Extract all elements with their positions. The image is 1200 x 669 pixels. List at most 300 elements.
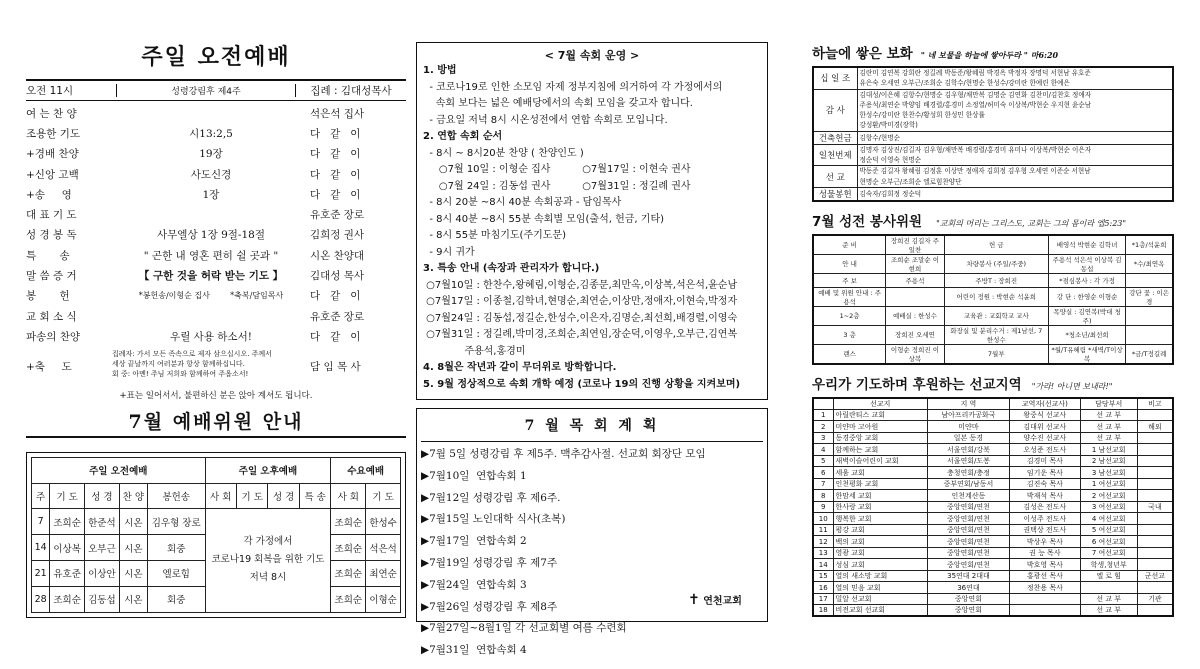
order-leader: 다 같 이 [310,188,361,201]
mission-cell: 중부연회/남동서 [927,478,1009,490]
staff-cell: 시온 [119,560,147,586]
order-row [26,144,406,164]
order-label: 대 표 기 도 [26,209,77,222]
worship-order [26,103,406,347]
service-cell: 강 단 : 한영순 이형순 [1048,287,1125,306]
cell-line: 2. 연합 속회 순서 [423,131,503,142]
service-cell: *월/T유혜림 *새벽/T이상복 [1048,344,1125,364]
mission-cell: 김성은 전도사 [1009,501,1080,513]
service-cell: *청소년/최선희 [1048,325,1125,344]
mission-cell: 2 여선교회 [1080,490,1137,502]
schedule-item: ▶7월19일 성령강림 후 제7주 [421,556,558,569]
order-label: 조용한 기도 [26,127,81,140]
mission-cell: 열의 새소망 교회 [833,570,927,582]
mission-col-header: 담당부서 [1080,398,1137,410]
church-logo [688,592,742,608]
staff-cell: 김우형 장로 [147,509,205,535]
standing-note: +표는 일어서서, 불편하신 분은 앉아 계셔도 됩니다. [119,390,313,401]
mission-cell: 임기운 목사 [1009,467,1080,479]
offering-type: 성물봉헌 [813,187,857,201]
mission-cell: 중앙연회/연천 [927,559,1009,571]
staff-cell: 엘로힘 [147,560,205,586]
mission-cell: 7 [813,478,833,490]
offering-line: 박동준 김길자 왕혜림 김정훈 이상만 정애자 김희정 김우형 오세연 이준순 서현남 [859,167,1091,176]
service-cell: 헌 금 [944,235,1048,255]
order-content: 1장 [202,188,220,201]
mission-cell: 새벽이슬어린이 교회 [833,455,927,467]
mission-cell: 김대위 선교사 [1009,421,1080,433]
order-row [26,225,406,245]
staff-col-header: 찬 양 [119,483,147,509]
worship-title: 주일 오전예배 [141,44,291,70]
mission-cell [1137,478,1173,490]
mission-cell: 15 [813,570,833,582]
mission-row [813,478,1173,490]
order-content: 우릴 사용 하소서! [170,330,252,343]
mission-cell: 박호영 목사 [1009,559,1080,571]
mission-cell: 미얀마 [927,421,1009,433]
service-cell: 예배 및 위원 안내 : 주용석 [813,287,886,306]
mission-cell: 박재석 목사 [1009,490,1080,502]
staff-cell: 최연순 [366,560,401,586]
staff-cell: 28 [32,586,50,612]
order-leader: 다 같 이 [310,290,361,303]
mission-cell: 서울연회/도봉 [927,455,1009,467]
order-leader: 김대성 목사 [310,270,365,283]
treasure-verse: " 네 보물을 하늘에 쌓아두라 " 마6:20 [920,50,1059,60]
order-leader: 다 같 이 [310,168,361,181]
offering-names [857,187,1173,201]
staff-cell: 회중 [147,586,205,612]
mission-cell: 1 남선교회 [1080,444,1137,456]
mission-cell: 인천평화 교회 [833,478,927,490]
staff-cell: 석은석 [366,535,401,561]
staff-cell: 한성수 [366,509,401,535]
offering-line: 김항수/현명순 [859,133,900,142]
mission-cell: 1 여선교회 [1080,478,1137,490]
mission-cell [1137,559,1173,571]
mission-row [813,444,1173,456]
mission-cell: 김경미 목사 [1009,455,1080,467]
order-content: 사무엘상 1장 9절-18절 [157,229,265,242]
mission-cell: 오성준 전도사 [1009,444,1080,456]
offering-table [812,66,1174,202]
mission-cell: 밀알 선교회 [833,593,927,605]
offering-line: 김대성/이은혜 김항수/현명순 김우형/채만복 김명순 김연화 김찬미/김찬호 정애자 [859,90,1092,99]
service-cell [1126,306,1173,325]
mission-cell: 아릴란티스 교회 [833,409,927,421]
mission-cell [1137,536,1173,548]
mission-cell: 2 남선교회 [1080,455,1137,467]
staff-group-header: 주일 오후예배 [205,457,331,483]
mission-cell: 4 여선교회 [1080,513,1137,525]
mission-cell: 양수진 선교사 [1009,432,1080,444]
order-row [26,103,406,123]
mission-cell: 열의 믿음 교회 [833,582,927,594]
service-cell: 강단 꽃 : 이은경 [1126,287,1173,306]
offering-type: 일천번제 [813,144,857,166]
staff-cell: 김동섭 [85,586,120,612]
service-header [812,210,1174,230]
staff-cell: 회중 [147,535,205,561]
staff-cell: 조희순 [331,560,366,586]
offering-names [857,67,1173,89]
staff-cell: 조희순 [50,586,85,612]
cell-meeting-list [423,63,761,393]
mission-cell [1137,513,1173,525]
mission-cell: 김진숙 목사 [1009,478,1080,490]
mission-cell: 중앙연회 [927,605,1009,617]
staff-group-header: 수요예배 [331,457,401,483]
staff-cell: 오부근 [85,535,120,561]
order-row [26,204,406,224]
staff-col-row [32,483,401,509]
treasure-header [812,42,1174,62]
schedule-item: ▶7월24일 연합속회 3 [421,578,527,591]
mission-cell: 국내 [1137,501,1173,513]
mission-cell [1009,605,1080,617]
service-cell: 화장실 및 분리수거 : 제1남선, 7 한성수 [944,325,1048,344]
mission-cell: 박상우 목사 [1009,536,1080,548]
mission-cell: 1 [813,409,833,421]
order-row [26,265,406,285]
mission-table [812,397,1174,618]
cell-line: - 8시 40분 ~8시 55분 속회별 모임(출석, 헌금, 기타) [423,213,665,225]
order-row [26,286,406,306]
mission-cell: 기관 [1137,593,1173,605]
mission-cell: 중앙연회 [927,593,1009,605]
mission-cell: 권 능 목사 [1009,547,1080,559]
service-cell: 배영석 박현순 김학녀 [1048,235,1125,255]
staff-col-header: 기 도 [366,483,401,509]
service-cell [886,287,945,306]
mission-cell: 2 [813,421,833,433]
mission-col-header [813,398,833,410]
order-label: 파송의 찬양 [26,330,81,343]
service-cell: *금/T정길례 [1126,344,1173,364]
benediction-line: 세상 끝날까지 여러분과 항상 함께하십니다. [112,359,245,368]
mission-cell: 미얀마 고아원 [833,421,927,433]
cell-line: - 금요일 저녁 8시 시온성전에서 연합 속회로 모입니다. [423,114,668,126]
mission-row [813,490,1173,502]
mission-cell: 중앙연회/연천 [927,513,1009,525]
mission-col-header: 비고 [1137,398,1173,410]
service-cell: *수/최연옥 [1126,254,1173,273]
service-cell: 7월부 [944,344,1048,364]
mission-cell: 홍광선 목사 [1009,570,1080,582]
cell-line: ○7월 24일 : 김동섭 권사 ○7월31일 : 정길례 권사 [423,180,691,192]
mission-cell: 중앙연회/연천 [927,501,1009,513]
order-row [26,245,406,265]
staff-col-header: 사 회 [331,483,366,509]
order-leader: 유호준 장로 [310,310,365,323]
offering-type: 건축헌금 [813,131,857,144]
mission-cell: 선 교 부 [1080,421,1137,433]
mission-row [813,432,1173,444]
staff-col-header: 성 경 [268,483,299,509]
schedule-item: ▶7월31일 연합속회 4 [421,644,527,657]
mission-cell: 정찬용 목사 [1009,582,1080,594]
cell-line: ○7월17일 : 이종철,김학녀,현명순,최연순,이상만,정애자,이현숙,박정자 [423,296,738,307]
benediction-leader: 담 임 목 사 [310,360,361,373]
offering-names [857,131,1173,144]
mission-cell: 3 남선교회 [1080,467,1137,479]
service-cell: 주용석 석은석 이상복 김동섭 [1048,254,1125,273]
cell-line: - 8시 20분 ~8시 40분 속회공과 - 담임목사 [423,197,622,208]
order-row [26,184,406,204]
service-row [813,287,1173,306]
mission-row [813,467,1173,479]
mission-cell: 해외 [1137,421,1173,433]
order-label: 여 는 찬 양 [26,107,77,120]
mission-cell: 14 [813,559,833,571]
service-row [813,344,1173,364]
logo-text: 연천교회 [703,596,742,607]
staff-cell: 시온 [119,535,147,561]
staff-cell: 7 [32,509,50,535]
schedule-title: 7 월 목 회 계 획 [421,409,763,442]
staff-table [31,457,401,613]
mission-cell: 5 여선교회 [1080,524,1137,536]
offering-row [813,144,1173,166]
offering-line: 강성환/박미경(장학) [859,121,918,130]
order-label: 특 송 [26,249,70,262]
mission-row [813,501,1173,513]
benediction-line: 집례자: 가서 모든 족속으로 제자 삼으십시오. 주께서 [112,349,272,358]
offering-row [813,166,1173,188]
benediction-text [112,349,310,379]
mission-cell: 12 [813,536,833,548]
order-label: +경배 찬양 [26,148,79,161]
order-leader: 시온 찬양대 [310,249,365,262]
service-cell [1126,273,1173,287]
mission-cell [1137,547,1173,559]
service-row [813,235,1173,255]
cell-line: - 8시 55분 마침기도(주기도문) [423,230,566,241]
staff-col-header: 사 회 [205,483,236,509]
order-row [26,123,406,143]
order-content: 19장 [199,148,223,161]
mission-cell: 선 교 부 [1080,409,1137,421]
cross-icon: ✝ [688,592,700,608]
staff-col-header: 기 도 [236,483,267,509]
mission-cell: 선 교 부 [1080,432,1137,444]
offering-row [813,89,1173,131]
order-leader: 다 같 이 [310,148,361,161]
offering-line: 주용석/최연순 박양임 배경렬/홍경미 소정열/허미숙 이상복/박현순 우지현 윤순남 [859,100,1092,109]
staff-cell: 이형순 [366,586,401,612]
offering-line: 현명순 오부근/조희순 엘로힘찬양단 [859,177,962,186]
schedule-item: ▶7월27일~8월1일 각 선교회별 여름 수련회 [421,622,627,635]
staff-cell: 21 [32,560,50,586]
mission-cell: 3 [813,432,833,444]
order-content: 시13:2,5 [189,127,233,140]
cell-line: 주용석,홍경미 [423,345,526,357]
mission-cell: 서울연회/강북 [927,444,1009,456]
mission-cell: 동경중앙 교회 [833,432,927,444]
order-leader: 유호준 장로 [310,209,365,222]
order-label: +신앙 고백 [26,168,79,181]
worship-week: 성령강림후 제4주 [116,84,296,97]
mission-cell: 권택상 전도사 [1009,524,1080,536]
mission-row [813,455,1173,467]
mission-cell: 6 [813,467,833,479]
mission-header-row [813,398,1173,410]
schedule-item: ▶7월 5일 성령강림 후 제5주. 맥추감사절. 선교회 회장단 모임 [421,448,706,460]
mission-cell: 비전교회 선교회 [833,605,927,617]
schedule-item: ▶7월10일 연합속회 1 [421,469,527,482]
mission-cell: 함께하는 교회 [833,444,927,456]
benediction-line: 회 중: 아멘! 주님 저희와 함께하여 주옵소서! [112,369,249,378]
mission-verse: "가라! 아니면 보내라!" [1031,381,1113,391]
staff-title: 7월 예배위원 안내 [26,407,406,438]
service-cell: 주용석 [886,273,945,287]
staff-cell: 14 [32,535,50,561]
mission-cell [1137,524,1173,536]
mission-col-header: 선교지 [833,398,927,410]
mission-header [812,373,1174,393]
staff-col-header: 성 경 [85,483,120,509]
mission-cell: 한사랑 교회 [833,501,927,513]
mission-row [813,513,1173,525]
offering-names [857,89,1173,131]
prayer-note-line: 코로나19 회복을 위한 기도 [211,554,325,566]
mission-cell: 인천계산동 [927,490,1009,502]
mission-cell: 중앙연회/연천 [927,536,1009,548]
mission-row [813,582,1173,594]
offering-line: 김숙자/김희정 정순덕 [859,189,922,198]
service-cell: 랜스 [813,344,886,364]
offering-line: 김명자 김상진/김길자 김우형/채만복 배경렬/홍경미 유미나 이상복/박현순 이은자 [859,145,1092,154]
service-cell: 조희순 조말순 이현희 [886,254,945,273]
mission-cell: 이성주 전도사 [1009,513,1080,525]
staff-row [32,509,401,535]
service-cell: 교육관 : 교회학교 교사 [944,306,1048,325]
service-cell: 이형순 정희진 이상복 [886,344,945,364]
prayer-note-line: 각 가정에서 [243,536,293,548]
mission-cell: 중앙연회/연천 [927,547,1009,559]
order-content: 사도신경 [190,168,232,181]
treasure-title: 하늘에 쌓은 보화 [812,46,913,62]
mission-cell: 13 [813,547,833,559]
service-cell [1126,325,1173,344]
order-row [26,164,406,184]
staff-group-header: 주일 오전예배 [32,457,206,483]
service-cell: 주 보 [813,273,886,287]
mission-cell: 엘 로 힘 [1080,570,1137,582]
staff-cell: 조희순 [50,509,85,535]
mission-cell: 18 [813,605,833,617]
staff-cell: 조희순 [331,535,366,561]
cell-line: - 9시 귀가 [423,246,475,258]
mission-cell: 35연대 2대대 [927,570,1009,582]
service-cell: 준 비 [813,235,886,255]
benediction-label: +축 도 [26,360,72,373]
service-cell: 1~2층 [813,306,886,325]
mission-cell: 9 [813,501,833,513]
cell-line: 3. 특송 안내 (속장과 관리자가 합니다.) [423,263,600,274]
order-row [26,306,406,326]
offering-type: 십 일 조 [813,67,857,89]
cell-line: - 8시 ~ 8시20분 찬양 ( 찬양인도 ) [423,147,584,159]
column-offerings [812,0,1174,669]
mission-cell: 10 [813,513,833,525]
service-cell: 장희진 오세연 [886,325,945,344]
staff-cell: 시온 [119,509,147,535]
order-label: 성 경 봉 독 [26,229,77,242]
mission-cell: 17 [813,593,833,605]
cell-meeting-title: < 7월 속회 운영 > [544,49,640,62]
offering-line: 정순덕 이영숙 현명순 [859,156,922,165]
mission-cell: 5 [813,455,833,467]
staff-cell: 유호준 [50,560,85,586]
schedule-item: ▶7월15일 노인대학 식사(초복) [421,513,566,526]
order-leader: 다 같 이 [310,330,361,343]
service-cell: 장희진 김길자 주일찬 [886,235,945,255]
prayer-note-line: 저녁 8시 [249,572,287,584]
mission-cell: 세움 교회 [833,467,927,479]
mission-cell: 36연대 [927,582,1009,594]
offering-line: 한성수/강미란 한찬수/황성희 한성민 한상률 [859,111,985,120]
mission-cell: 선 교 부 [1080,593,1137,605]
mission-cell [1137,432,1173,444]
mission-row [813,547,1173,559]
cell-line: 1. 방법 [423,65,457,76]
cell-line: ○7월 10일 : 이형순 집사 ○7월17일 : 이현숙 권사 [423,164,691,175]
mission-cell [1137,605,1173,617]
worship-lead: 집례 : 김대성목사 [310,85,392,97]
mission-cell: 16 [813,582,833,594]
mission-cell [1137,444,1173,456]
service-verse: "교회의 머리는 그리스도, 교회는 그의 몸이라 엡5:23" [936,218,1127,228]
mission-cell: 영광 교회 [833,547,927,559]
mission-cell: 왕중식 선교사 [1009,409,1080,421]
cell-line: 5. 9월 정상적으로 속회 개학 예정 (코로나 19의 진행 상황을 지켜보며) [423,378,741,390]
mission-cell: 한맘세 교회 [833,490,927,502]
service-cell: *1층/석윤희 [1126,235,1173,255]
schedule-list [421,442,763,662]
offering-names [857,144,1173,166]
order-content: *봉헌송/이형순 집사 *축복/담임목사 [138,291,284,301]
benediction-row [26,349,406,379]
mission-cell: 백의 교회 [833,536,927,548]
offering-row [813,67,1173,89]
mission-row [813,409,1173,421]
service-row [813,273,1173,287]
mission-cell: 선 교 부 [1080,605,1137,617]
mission-col-header: 지 역 [927,398,1009,410]
service-cell: 안 내 [813,254,886,273]
cell-line: ○7월31일 : 정길례,박미경,조희순,최연임,장순덕,이영우,오부근,김연복 [423,329,738,340]
column-cell-meeting [416,0,768,669]
schedule-box [416,408,768,657]
worship-time: 오전 11시 [26,85,74,97]
mission-row [813,593,1173,605]
mission-cell: 일본 동경 [927,432,1009,444]
schedule-item: ▶7월12일 성령강림 후 제6주. [421,491,561,504]
service-cell: 주방T : 장희진 [944,273,1048,287]
mission-cell: 평강 교회 [833,524,927,536]
staff-cell: 한준석 [85,509,120,535]
cell-line: 속회 보다는 넓은 예배당에서의 속회 모임을 갖고자 합니다. [423,98,693,109]
staff-table-box [26,452,406,618]
mission-row [813,536,1173,548]
mission-cell [1137,582,1173,594]
mission-cell: 11 [813,524,833,536]
staff-col-header: 기 도 [50,483,85,509]
cell-line: ○7월24일 : 김동섭,정길순,한성수,이은자,김명순,최선희,배경렬,이영숙 [423,312,738,324]
service-cell: 3 층 [813,325,886,344]
